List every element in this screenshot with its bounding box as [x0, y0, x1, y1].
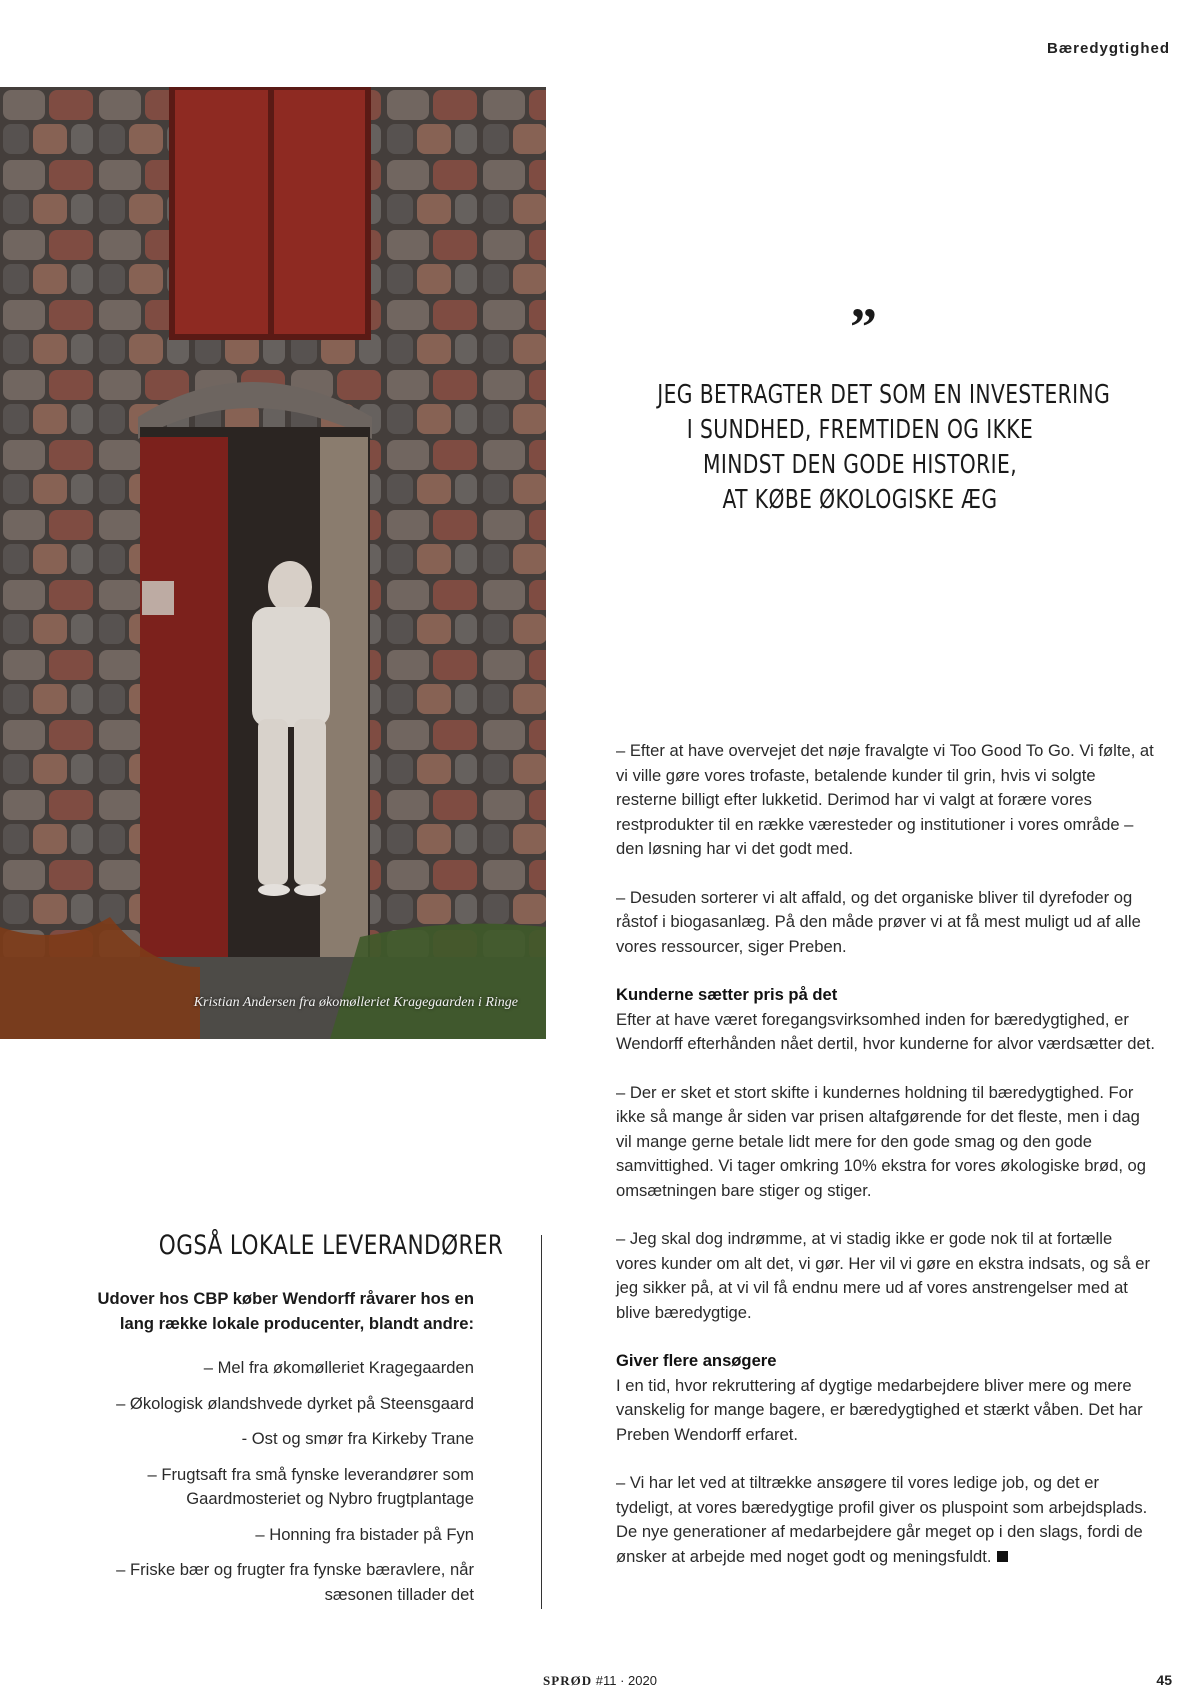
footer-magazine: [0, 1673, 1200, 1689]
magazine-logo: SPRØD: [543, 1673, 593, 1688]
article-section: [616, 1349, 1156, 1447]
sidebar-intro: Udover hos CBP køber Wendorff råvarer hos en lang række lokale producenter, blandt andre:: [97, 1289, 474, 1333]
list-item: – Friske bær og frugter fra fynske bæravlere, når sæsonen tillader det: [116, 1560, 474, 1604]
article-paragraph: – Desuden sorterer vi alt affald, og det organiske bliver til dyrefoder og råstof i biogasanlæg. På den måde prøver vi at få mest muligt ud af alle vores ressourcer, siger Preben.: [616, 887, 1141, 956]
article-photo: [0, 87, 546, 1039]
article-paragraph: – Jeg skal dog indrømme, at vi stadig ikke er gode nok til at fortælle vores kunder om alt det, vi gør. Her vil vi gøre en ekstra indsats, og så er jeg sikker på, at vi vil få endnu mere ud af vores anstrengelser med at blive bæredygtige.: [616, 1229, 1150, 1322]
supplier-list: [80, 1356, 474, 1607]
pull-quote: [657, 378, 1111, 518]
sidebar-title: OGSÅ LOKALE LEVERANDØRER: [158, 1230, 504, 1261]
photo-caption: Kristian Andersen fra økomølleriet Kragegaarden i Ringe: [193, 995, 518, 1010]
pull-quote-line: I SUNDHED, FREMTIDEN OG IKKE: [686, 415, 1034, 445]
article-paragraph: – Der er sket et stort skifte i kundernes holdning til bæredygtighed. For ikke så mange år siden var prisen altafgørende for det fleste, men i dag vil mange gerne betale lidt mere for den gode smag og den gode samvittighed. Vi tager omkring 10% ekstra for vores økologiske brød, og omsætningen bare stiger og stiger.: [616, 1082, 1147, 1200]
end-mark-icon: [997, 1551, 1008, 1562]
sidebar-box: [80, 1230, 504, 1618]
pull-quote-line: MINDST DEN GODE HISTORIE,: [702, 450, 1018, 480]
list-item: - Ost og smør fra Kirkeby Trane: [241, 1429, 474, 1448]
list-item: – Økologisk ølandshvede dyrket på Steensgaard: [116, 1393, 474, 1413]
section-label: Bæredygtighed: [1046, 40, 1170, 57]
article-section: [616, 983, 1156, 1057]
pull-quote-line: JEG BETRAGTER DET SOM EN INVESTERING: [657, 380, 1111, 410]
issue-number: #11 · 2020: [595, 1673, 657, 1688]
list-item: – Honning fra bistader på Fyn: [255, 1524, 474, 1544]
article-paragraph-last: [616, 1471, 1156, 1569]
article-body: [616, 739, 1156, 1593]
article-paragraph: I en tid, hvor rekruttering af dygtige medarbejdere bliver mere og mere vanskelig for mange bagere, er bæredygtighed et stærkt våben. Det har Preben Wendorff erfaret.: [616, 1375, 1143, 1444]
subheading: Giver flere ansøgere: [616, 1351, 777, 1370]
sidebar-divider: [541, 1235, 542, 1609]
list-item: – Mel fra økomølleriet Kragegaarden: [203, 1358, 474, 1377]
quote-mark: ”: [850, 297, 877, 357]
article-paragraph: – Efter at have overvejet det nøje fravalgte vi Too Good To Go. Vi følte, at vi ville gøre vores trofaste, betalende kunder til grin, hvis vi solgte resterne billigt efter lukketid. Derimod har vi valgt at forære vores restprodukter til en række væresteder og institutioner i vores område – den løsning har vi det godt med.: [616, 741, 1154, 858]
article-paragraph: Efter at have været foregangsvirksomhed inden for bæredygtighed, er Wendorff efterhånden nået dertil, hvor kunderne for alvor værdsætter det.: [616, 1009, 1155, 1053]
list-item: – Frugtsaft fra små fynske leverandører som Gaardmosteriet og Nybro frugtplantage: [147, 1464, 474, 1508]
article-paragraph: – Vi har let ved at tiltrække ansøgere til vores ledige job, og det er tydeligt, at vores bæredygtige profil giver os pluspoint som arbejdsplads. De nye generationer af medarbejdere går meget op i den slags, fordi de ønsker at arbejde med noget godt og meningsfuldt.: [616, 1473, 1148, 1566]
pull-quote-line: AT KØBE ØKOLOGISKE ÆG: [722, 485, 998, 515]
page-number: 45: [1156, 1672, 1172, 1688]
subheading: Kunderne sætter pris på det: [616, 985, 838, 1004]
stone-building-illustration: [0, 87, 546, 1039]
